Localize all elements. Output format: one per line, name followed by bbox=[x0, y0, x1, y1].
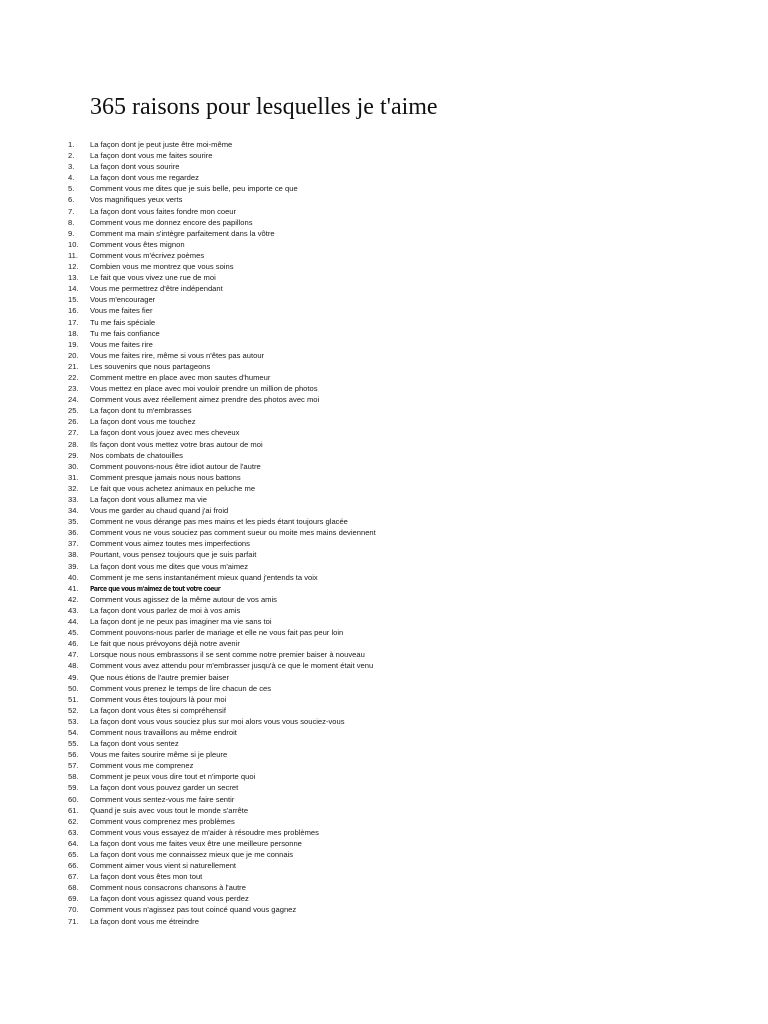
list-item-text: Comment vous n'agissez pas tout coincé quand vous gagnez bbox=[90, 905, 297, 915]
list-item-text: Comment aimer vous vient si naturellement bbox=[90, 861, 237, 871]
list-item-number: 70. bbox=[68, 905, 79, 915]
list-item-number: 32. bbox=[68, 483, 79, 493]
list-item bbox=[0, 206, 768, 217]
list-item bbox=[0, 683, 768, 694]
list-item bbox=[0, 882, 768, 893]
list-item-text: Comment presque jamais nous nous battons bbox=[90, 472, 241, 482]
list-item-text: Le fait que vous vivez une rue de moi bbox=[90, 273, 216, 283]
list-item-number: 30. bbox=[68, 461, 79, 471]
list-item-text: La façon dont vous me dites que vous m'aimez bbox=[90, 561, 249, 571]
list-item-number: 55. bbox=[68, 739, 79, 749]
list-item bbox=[0, 450, 768, 461]
list-item-text: Comment vous aimez toutes mes imperfections bbox=[90, 539, 250, 549]
list-item-text: Comment pouvons-nous être idiot autour de l'autre bbox=[90, 461, 261, 471]
list-item bbox=[0, 328, 768, 339]
list-item-number: 7. bbox=[68, 206, 75, 216]
list-item bbox=[0, 294, 768, 305]
list-item-text: Vous me faites rire bbox=[90, 339, 153, 349]
list-item-number: 17. bbox=[68, 317, 79, 327]
list-item-text: La façon dont je ne peux pas imaginer ma vie sans toi bbox=[90, 617, 272, 627]
list-item-text: Comment vous me donnez encore des papillons bbox=[90, 217, 253, 227]
list-item-number: 39. bbox=[68, 561, 79, 571]
list-item-text: Comment vous vous essayez de m'aider à résoudre mes problèmes bbox=[90, 827, 319, 837]
list-item bbox=[0, 305, 768, 316]
list-item bbox=[0, 516, 768, 527]
list-item bbox=[0, 805, 768, 816]
list-item-number: 3. bbox=[68, 162, 75, 172]
list-item-number: 2. bbox=[68, 151, 75, 161]
list-item bbox=[0, 194, 768, 205]
list-item-number: 24. bbox=[68, 395, 79, 405]
list-item-text: Vous me faites sourire même si je pleure bbox=[90, 750, 228, 760]
list-item-text: La façon dont vous pouvez garder un secret bbox=[90, 783, 239, 793]
list-item-text: La façon dont vous me connaissez mieux que je me connais bbox=[90, 850, 294, 859]
list-item-number: 68. bbox=[68, 883, 79, 893]
list-item bbox=[0, 561, 768, 572]
list-item bbox=[0, 794, 768, 805]
list-item bbox=[0, 183, 768, 194]
list-item-number: 69. bbox=[68, 894, 79, 904]
list-item bbox=[0, 827, 768, 838]
list-item-text: Comment vous prenez le temps de lire chacun de ces bbox=[90, 683, 272, 693]
list-item bbox=[0, 172, 768, 183]
list-item bbox=[0, 272, 768, 283]
list-item bbox=[0, 816, 768, 827]
list-item-number: 60. bbox=[68, 794, 79, 804]
list-item bbox=[0, 771, 768, 782]
list-item-text: Comment vous êtes toujours là pour moi bbox=[90, 694, 227, 704]
list-item bbox=[0, 572, 768, 583]
list-item bbox=[0, 250, 768, 261]
list-item bbox=[0, 228, 768, 239]
list-item bbox=[0, 627, 768, 638]
list-item bbox=[0, 605, 768, 616]
list-item-text: Comment ma main s'intègre parfaitement dans la vôtre bbox=[90, 228, 275, 238]
list-item-number: 36. bbox=[68, 528, 79, 538]
list-item-number: 44. bbox=[68, 617, 79, 627]
list-item-text: Combien vous me montrez que vous soins bbox=[90, 262, 234, 272]
list-item bbox=[0, 716, 768, 727]
document-title: 365 raisons pour lesquelles je t'aime bbox=[90, 94, 438, 120]
list-item bbox=[0, 339, 768, 350]
list-item bbox=[0, 361, 768, 372]
list-item-text: La façon dont vous me faites sourire bbox=[90, 151, 213, 161]
list-item-text: Parce que vous m'aimez de tout votre coeur bbox=[90, 583, 221, 593]
list-item bbox=[0, 350, 768, 361]
list-item-number: 53. bbox=[68, 716, 79, 726]
list-item-number: 59. bbox=[68, 783, 79, 793]
list-item bbox=[0, 383, 768, 394]
list-item-number: 45. bbox=[68, 628, 79, 638]
list-item-text: Tu me fais spéciale bbox=[90, 317, 156, 327]
list-item-text: Vous mettez en place avec moi vouloir prendre un million de photos bbox=[90, 384, 318, 394]
list-item bbox=[0, 472, 768, 483]
list-item-number: 12. bbox=[68, 262, 79, 272]
list-item bbox=[0, 239, 768, 250]
list-item-number: 5. bbox=[68, 184, 75, 194]
list-item-number: 65. bbox=[68, 850, 79, 859]
list-item bbox=[0, 416, 768, 427]
list-item-text: La façon dont tu m'embrasses bbox=[90, 406, 192, 416]
list-item bbox=[0, 317, 768, 328]
list-item bbox=[0, 849, 768, 860]
list-item-text: Comment pouvons-nous parler de mariage et elle ne vous fait pas peur loin bbox=[90, 628, 344, 638]
list-item bbox=[0, 871, 768, 882]
list-item-text: Tu me fais confiance bbox=[90, 328, 160, 338]
list-item-number: 18. bbox=[68, 328, 79, 338]
list-item-text: Vous me permettrez d'être indépendant bbox=[90, 284, 223, 294]
list-item-text: La façon dont vous sentez bbox=[90, 739, 179, 749]
list-item-number: 42. bbox=[68, 594, 79, 604]
list-item bbox=[0, 538, 768, 549]
list-item-text: Comment je peux vous dire tout et n'importe quoi bbox=[90, 772, 256, 782]
list-item-number: 41. bbox=[68, 583, 79, 593]
list-item bbox=[0, 217, 768, 228]
list-item-text: Nos combats de chatouilles bbox=[90, 450, 183, 460]
list-item-number: 16. bbox=[68, 306, 79, 316]
list-item bbox=[0, 694, 768, 705]
list-item-number: 20. bbox=[68, 350, 79, 360]
list-item-text: La façon dont vous parlez de moi à vos amis bbox=[90, 605, 241, 615]
list-item-text: La façon dont vous me regardez bbox=[90, 173, 199, 183]
list-item-text: La façon dont vous sourire bbox=[90, 162, 180, 172]
list-item bbox=[0, 549, 768, 560]
list-item bbox=[0, 283, 768, 294]
list-item bbox=[0, 760, 768, 771]
list-item bbox=[0, 483, 768, 494]
list-item bbox=[0, 505, 768, 516]
list-item-number: 52. bbox=[68, 705, 79, 715]
list-item-number: 67. bbox=[68, 872, 79, 882]
list-item bbox=[0, 439, 768, 450]
list-item-number: 21. bbox=[68, 361, 79, 371]
list-item-text: Comment je me sens instantanément mieux quand j'entends ta voix bbox=[90, 572, 318, 582]
list-item-number: 58. bbox=[68, 772, 79, 782]
list-item-text: La façon dont vous me faites veux être une meilleure personne bbox=[90, 838, 302, 848]
list-item-text: La façon dont vous faites fondre mon coeur bbox=[90, 206, 237, 216]
list-item-text: Comment nous travaillons au même endroit bbox=[90, 727, 237, 737]
list-item-number: 25. bbox=[68, 406, 79, 416]
list-item-text: La façon dont vous agissez quand vous perdez bbox=[90, 894, 249, 904]
list-item-text: Comment vous m'écrivez poèmes bbox=[90, 250, 205, 260]
list-item-number: 61. bbox=[68, 805, 79, 815]
list-item-text: Comment vous sentez-vous me faire sentir bbox=[90, 794, 235, 804]
list-item-text: Comment mettre en place avec mon sautes d'humeur bbox=[90, 372, 271, 382]
list-item-text: La façon dont vous me étreindre bbox=[90, 916, 199, 926]
list-item-number: 14. bbox=[68, 284, 79, 294]
list-item-text: Vous me faites fier bbox=[90, 306, 153, 316]
list-item bbox=[0, 616, 768, 627]
list-item bbox=[0, 161, 768, 172]
list-item-number: 62. bbox=[68, 816, 79, 826]
list-item-number: 4. bbox=[68, 173, 75, 183]
list-item bbox=[0, 893, 768, 904]
list-item bbox=[0, 594, 768, 605]
list-item-number: 8. bbox=[68, 217, 75, 227]
list-item-text: Comment vous êtes mignon bbox=[90, 239, 185, 249]
list-item bbox=[0, 583, 768, 594]
list-item-text: Que nous étions de l'autre premier baiser bbox=[90, 672, 230, 682]
list-item-text: Vous m'encourager bbox=[90, 295, 156, 305]
list-item-number: 22. bbox=[68, 372, 79, 382]
list-item-text: Comment vous ne vous souciez pas comment sueur ou moite mes mains deviennent bbox=[90, 528, 376, 538]
list-item bbox=[0, 860, 768, 871]
list-item-number: 26. bbox=[68, 417, 79, 427]
list-item bbox=[0, 372, 768, 383]
list-item-text: La façon dont vous êtes mon tout bbox=[90, 872, 203, 882]
list-item bbox=[0, 916, 768, 927]
list-item bbox=[0, 904, 768, 915]
list-item-number: 48. bbox=[68, 661, 79, 671]
list-item-text: La façon dont vous vous souciez plus sur moi alors vous vous souciez-vous bbox=[90, 716, 345, 726]
list-item bbox=[0, 727, 768, 738]
list-item bbox=[0, 261, 768, 272]
list-item-text: Vous me faites rire, même si vous n'êtes pas autour bbox=[90, 350, 265, 360]
list-item-number: 64. bbox=[68, 838, 79, 848]
list-item-number: 15. bbox=[68, 295, 79, 305]
list-item bbox=[0, 738, 768, 749]
list-item-number: 37. bbox=[68, 539, 79, 549]
list-item-number: 57. bbox=[68, 761, 79, 771]
list-item-text: Lorsque nous nous embrassons il se sent comme notre premier baiser à nouveau bbox=[90, 650, 365, 660]
list-item-text: Vous me garder au chaud quand j'ai froid bbox=[90, 506, 229, 516]
list-item-text: La façon dont vous jouez avec mes cheveux bbox=[90, 428, 240, 438]
list-item-text: Comment vous me comprenez bbox=[90, 761, 194, 771]
list-item-number: 46. bbox=[68, 639, 79, 649]
list-item-text: Comment vous me dites que je suis belle, peu importe ce que bbox=[90, 184, 298, 194]
list-item-number: 13. bbox=[68, 273, 79, 283]
list-item-number: 28. bbox=[68, 439, 79, 449]
list-item-number: 49. bbox=[68, 672, 79, 682]
list-item-text: Comment vous avez attendu pour m'embrasser jusqu'à ce que le moment était venu bbox=[90, 661, 374, 671]
list-item-text: Comment vous avez réellement aimez prendre des photos avec moi bbox=[90, 395, 320, 405]
list-item-number: 40. bbox=[68, 572, 79, 582]
list-item-number: 31. bbox=[68, 472, 79, 482]
list-item bbox=[0, 672, 768, 683]
list-item-number: 51. bbox=[68, 694, 79, 704]
list-item-number: 9. bbox=[68, 228, 75, 238]
list-item bbox=[0, 461, 768, 472]
list-item-text: Ils façon dont vous mettez votre bras autour de moi bbox=[90, 439, 263, 449]
list-item-text: La façon dont vous êtes si compréhensif bbox=[90, 705, 226, 715]
list-item bbox=[0, 139, 768, 150]
list-item-text: Comment ne vous dérange pas mes mains et les pieds étant toujours glacée bbox=[90, 517, 348, 527]
list-item-text: La façon dont vous allumez ma vie bbox=[90, 495, 207, 504]
list-item bbox=[0, 427, 768, 438]
list-item bbox=[0, 527, 768, 538]
list-item-text: Comment nous consacrons chansons à l'autre bbox=[90, 883, 246, 893]
list-item bbox=[0, 638, 768, 649]
list-item-number: 27. bbox=[68, 428, 79, 438]
list-item-number: 29. bbox=[68, 450, 79, 460]
list-item bbox=[0, 749, 768, 760]
list-item-text: Le fait que vous achetez animaux en peluche me bbox=[90, 483, 256, 493]
list-item-number: 6. bbox=[68, 195, 75, 205]
list-item-text: Comment vous comprenez mes problèmes bbox=[90, 816, 235, 826]
list-item-number: 1. bbox=[68, 140, 75, 149]
list-item-number: 71. bbox=[68, 916, 79, 926]
list-item-text: Les souvenirs que nous partageons bbox=[90, 361, 211, 371]
list-item-text: Comment vous agissez de la même autour de vos amis bbox=[90, 594, 277, 604]
list-item-number: 50. bbox=[68, 683, 79, 693]
list-item-number: 38. bbox=[68, 550, 79, 560]
list-item-text: Pourtant, vous pensez toujours que je suis parfait bbox=[90, 550, 257, 560]
list-item-number: 33. bbox=[68, 495, 79, 504]
list-item-number: 56. bbox=[68, 750, 79, 760]
list-item-number: 34. bbox=[68, 506, 79, 516]
list-item-number: 11. bbox=[68, 250, 78, 260]
list-item-text: La façon dont je peut juste être moi-même bbox=[90, 140, 233, 149]
list-item-number: 19. bbox=[68, 339, 79, 349]
list-item-number: 66. bbox=[68, 861, 79, 871]
list-item-number: 54. bbox=[68, 727, 79, 737]
list-item-text: Vos magnifiques yeux verts bbox=[90, 195, 183, 205]
list-item bbox=[0, 782, 768, 793]
list-item-number: 47. bbox=[68, 650, 79, 660]
list-item-text: La façon dont vous me touchez bbox=[90, 417, 196, 427]
list-item-number: 35. bbox=[68, 517, 79, 527]
list-item-number: 43. bbox=[68, 605, 79, 615]
list-item bbox=[0, 150, 768, 161]
list-item bbox=[0, 405, 768, 416]
list-item-text: Quand je suis avec vous tout le monde s'arrête bbox=[90, 805, 249, 815]
list-item bbox=[0, 838, 768, 849]
list-item bbox=[0, 705, 768, 716]
list-item-text: Le fait que nous prévoyons déjà notre avenir bbox=[90, 639, 240, 649]
list-item bbox=[0, 660, 768, 671]
list-item bbox=[0, 494, 768, 505]
reason-list bbox=[0, 139, 768, 927]
list-item-number: 63. bbox=[68, 827, 79, 837]
list-item-number: 23. bbox=[68, 384, 79, 394]
list-item bbox=[0, 649, 768, 660]
list-item-number: 10. bbox=[68, 239, 79, 249]
list-item bbox=[0, 394, 768, 405]
